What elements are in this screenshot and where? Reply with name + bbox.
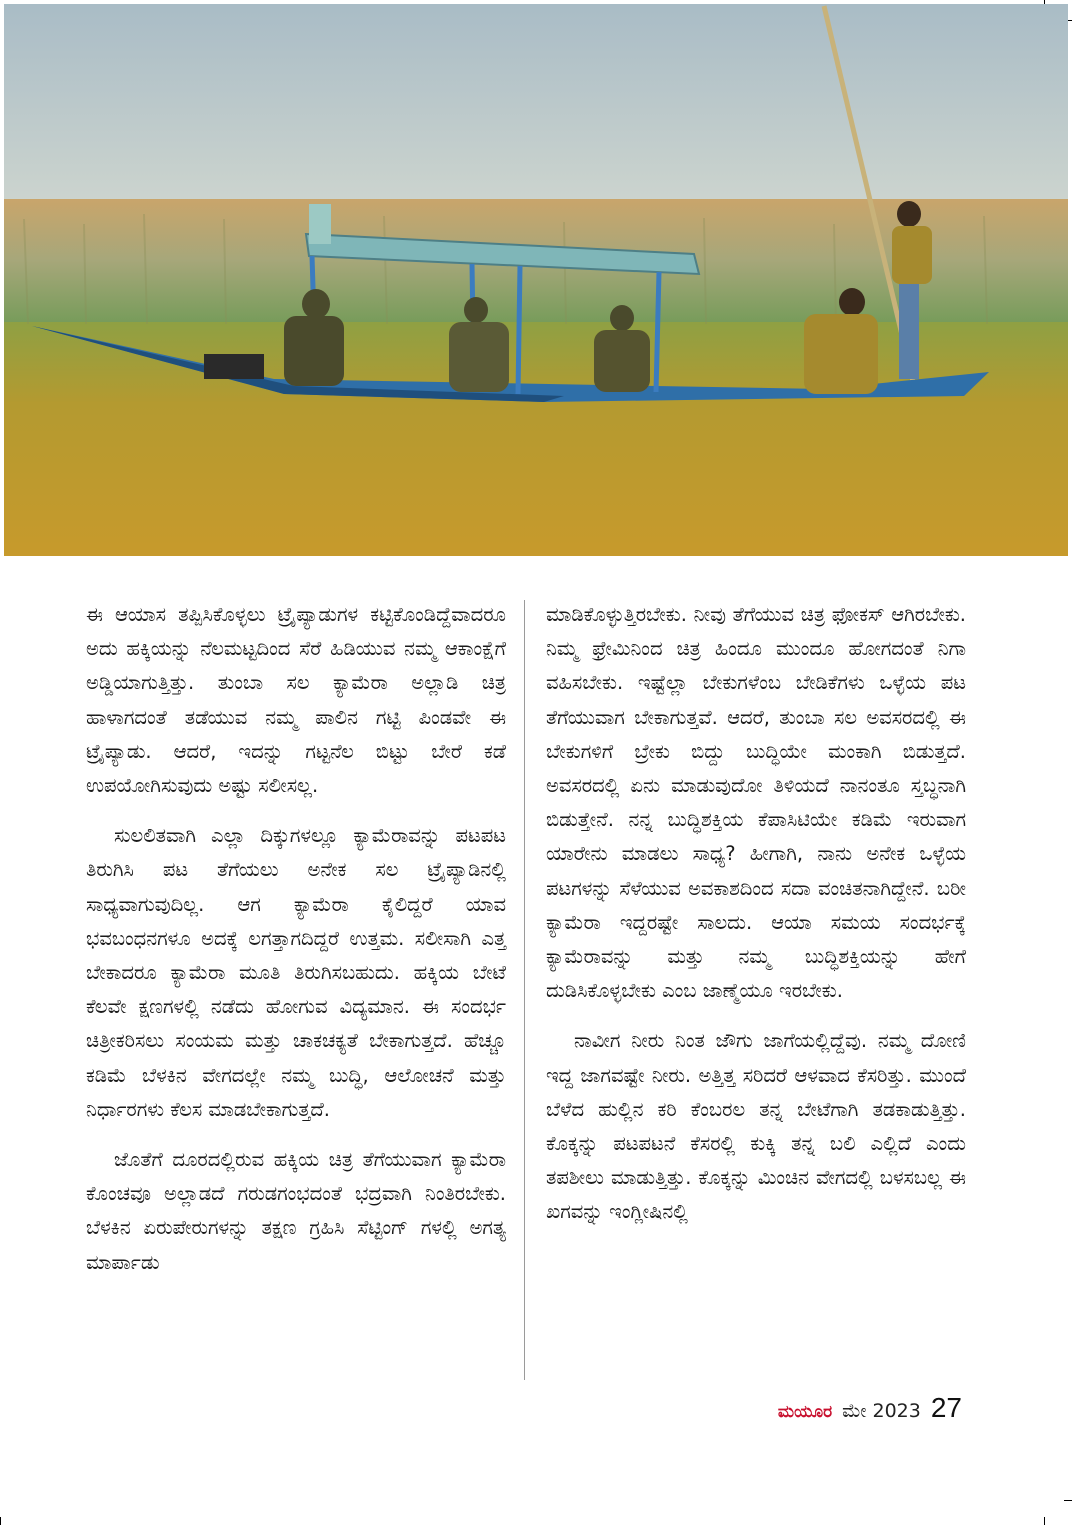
boat-photo-illustration bbox=[4, 4, 1068, 556]
paragraph: ಮಾಡಿಕೊಳ್ಳುತ್ತಿರಬೇಕು. ನೀವು ತೆಗೆಯುವ ಚಿತ್ರ ಫೋಕಸ್ ಆಗಿರಬೇಕು. ನಿಮ್ಮ ಫ್ರೇಮಿನಿಂದ ಚಿತ್ರ ಹಿಂದೂ ಮುಂದೂ ಹೋಗದಂತೆ ನಿಗಾ ವಹಿಸಬೇಕು. ಇಷ್ಟೆಲ್ಲಾ ಬೇಕುಗಳೆಂಬ ಬೇಡಿಕೆಗಳು ಒಳ್ಳೆಯ ಪಟ ತೆಗೆಯುವಾಗ ಬೇಕಾಗುತ್ತವೆ. ಆದರೆ, ತುಂಬಾ ಸಲ ಅವಸರದಲ್ಲಿ ಈ ಬೇಕುಗಳಿಗೆ ಬ್ರೇಕು ಬಿದ್ದು ಬುದ್ಧಿಯೇ ಮಂಕಾಗಿ ಬಿಡುತ್ತದೆ. ಅವಸರದಲ್ಲಿ ಏನು ಮಾಡುವುದೋ ತಿಳಿಯದೆ ನಾನಂತೂ ಸ್ತಬ್ಧನಾಗಿ ಬಿಡುತ್ತೇನೆ. ನನ್ನ ಬುದ್ಧಿಶಕ್ತಿಯ ಕೆಪಾಸಿಟಿಯೇ ಕಡಿಮೆ ಇರುವಾಗ ಯಾರೇನು ಮಾಡಲು ಸಾಧ್ಯ? ಹೀಗಾಗಿ, ನಾನು ಅನೇಕ ಒಳ್ಳೆಯ ಪಟಗಳನ್ನು ಸೆಳೆಯುವ ಅವಕಾಶದಿಂದ ಸದಾ ವಂಚಿತನಾಗಿದ್ದೇನೆ. ಬರೀ ಕ್ಯಾಮೆರಾ ಇದ್ದರಷ್ಟೇ ಸಾಲದು. ಆಯಾ ಸಮಯ ಸಂದರ್ಭಕ್ಕೆ ಕ್ಯಾಮೆರಾವನ್ನು ಮತ್ತು ನಮ್ಮ ಬುದ್ಧಿಶಕ್ತಿಯನ್ನು ಹೇಗೆ ದುಡಿಸಿಕೊಳ್ಳಬೇಕು ಎಂಬ ಜಾಣ್ಮೆಯೂ ಇರಬೇಕು. bbox=[546, 603, 966, 1003]
issue-date: ಮೇ 2023 bbox=[842, 1400, 921, 1422]
crop-mark bbox=[1044, 1517, 1045, 1525]
paragraph: ಸುಲಲಿತವಾಗಿ ಎಲ್ಲಾ ದಿಕ್ಕುಗಳಲ್ಲೂ ಕ್ಯಾಮೆರಾವನ್ನು ಪಟಪಟ ತಿರುಗಿಸಿ ಪಟ ತೆಗೆಯಲು ಅನೇಕ ಸಲ ಟ್ರೈಪ್ಯಾಡಿನಲ್ಲಿ ಸಾಧ್ಯವಾಗುವುದಿಲ್ಲ. ಆಗ ಕ್ಯಾಮೆರಾ ಕೈಲಿದ್ದರೆ ಯಾವ ಭವಬಂಧನಗಳೂ ಅದಕ್ಕೆ ಲಗತ್ತಾಗದಿದ್ದರೆ ಉತ್ತಮ. ಸಲೀಸಾಗಿ ಎತ್ತ ಬೇಕಾದರೂ ಕ್ಯಾಮೆರಾ ಮೂತಿ ತಿರುಗಿಸಬಹುದು. ಹಕ್ಕಿಯ ಬೇಟೆ ಕೆಲವೇ ಕ್ಷಣಗಳಲ್ಲಿ ನಡೆದು ಹೋಗುವ ವಿದ್ಯಮಾನ. ಈ ಸಂದರ್ಭ ಚಿತ್ರೀಕರಿಸಲು ಸಂಯಮ ಮತ್ತು ಚಾಕಚಕ್ಯತೆ ಬೇಕಾಗುತ್ತದೆ. ಹೆಚ್ಚೂ ಕಡಿಮೆ ಬೆಳಕಿನ ವೇಗದಲ್ಲೇ ನಮ್ಮ ಬುದ್ಧಿ, ಆಲೋಚನೆ ಮತ್ತು ನಿರ್ಧಾರಗಳು ಕೆಲಸ ಮಾಡಬೇಕಾಗುತ್ತದೆ. bbox=[86, 824, 506, 1121]
article-column-left bbox=[86, 598, 506, 1296]
article-column-right bbox=[546, 598, 966, 1246]
page-footer bbox=[778, 1392, 962, 1424]
paragraph: ನಾವೀಗ ನೀರು ನಿಂತ ಜೌಗು ಜಾಗೆಯಲ್ಲಿದ್ದೆವು. ನಮ್ಮ ದೋಣಿ ಇದ್ದ ಜಾಗವಷ್ಟೇ ನೀರು. ಅತ್ತಿತ್ತ ಸರಿದರೆ ಆಳವಾದ ಕೆಸರಿತ್ತು. ಮುಂದೆ ಬೆಳೆದ ಹುಲ್ಲಿನ ಕರಿ ಕೆಂಬರಲ ತನ್ನ ಬೇಟೆಗಾಗಿ ತಡಕಾಡುತ್ತಿತ್ತು. ಕೊಕ್ಕನ್ನು ಪಟಪಟನೆ ಕೆಸರಲ್ಲಿ ಕುಕ್ಕಿ ತನ್ನ ಬಲಿ ಎಲ್ಲಿದೆ ಎಂದು ತಪಶೀಲು ಮಾಡುತ್ತಿತ್ತು. ಕೊಕ್ಕನ್ನು ಮಿಂಚಿನ ವೇಗದಲ್ಲಿ ಬಳಸಬಲ್ಲ ಈ ಖಗವನ್ನು ಇಂಗ್ಲೀಷಿನಲ್ಲಿ bbox=[546, 1029, 966, 1224]
boat-photo bbox=[4, 4, 1068, 556]
paragraph: ಜೊತೆಗೆ ದೂರದಲ್ಲಿರುವ ಹಕ್ಕಿಯ ಚಿತ್ರ ತೆಗೆಯುವಾಗ ಕ್ಯಾಮೆರಾ ಕೊಂಚವೂ ಅಲ್ಲಾಡದೆ ಗರುಡಗಂಭದಂತೆ ಭದ್ರವಾಗಿ ನಿಂತಿರಬೇಕು. ಬೆಳಕಿನ ಏರುಪೇರುಗಳನ್ನು ತಕ್ಷಣ ಗ್ರಹಿಸಿ ಸೆಟ್ಟಿಂಗ್ ಗಳಲ್ಲಿ ಅಗತ್ಯ ಮಾರ್ಪಾಡು bbox=[86, 1148, 506, 1274]
page-number: 27 bbox=[930, 1392, 962, 1423]
paragraph: ಈ ಆಯಾಸ ತಪ್ಪಿಸಿಕೊಳ್ಳಲು ಟ್ರೈಪ್ಯಾಡುಗಳ ಕಟ್ಟಿಕೊಂಡಿದ್ದೆವಾದರೂ ಅದು ಹಕ್ಕಿಯನ್ನು ನೆಲಮಟ್ಟದಿಂದ ಸೆರೆ ಹಿಡಿಯುವ ನಮ್ಮ ಆಕಾಂಕ್ಷೆಗೆ ಅಡ್ಡಿಯಾಗುತ್ತಿತ್ತು. ತುಂಬಾ ಸಲ ಕ್ಯಾಮೆರಾ ಅಲ್ಲಾಡಿ ಚಿತ್ರ ಹಾಳಾಗದಂತೆ ತಡೆಯುವ ನಮ್ಮ ಪಾಲಿನ ಗಟ್ಟಿ ಪಿಂಡವೇ ಈ ಟ್ರೈಪ್ಯಾಡು. ಆದರೆ, ಇದನ್ನು ಗಟ್ಟನೆಲ ಬಿಟ್ಟು ಬೇರೆ ಕಡೆ ಉಪಯೋಗಿಸುವುದು ಅಷ್ಟು ಸಲೀಸಲ್ಲ. bbox=[86, 603, 506, 798]
crop-mark bbox=[0, 1517, 1, 1525]
magazine-logo: ಮಯೂರ bbox=[777, 1402, 833, 1422]
column-divider bbox=[524, 600, 525, 1380]
crop-mark bbox=[1064, 1500, 1072, 1501]
